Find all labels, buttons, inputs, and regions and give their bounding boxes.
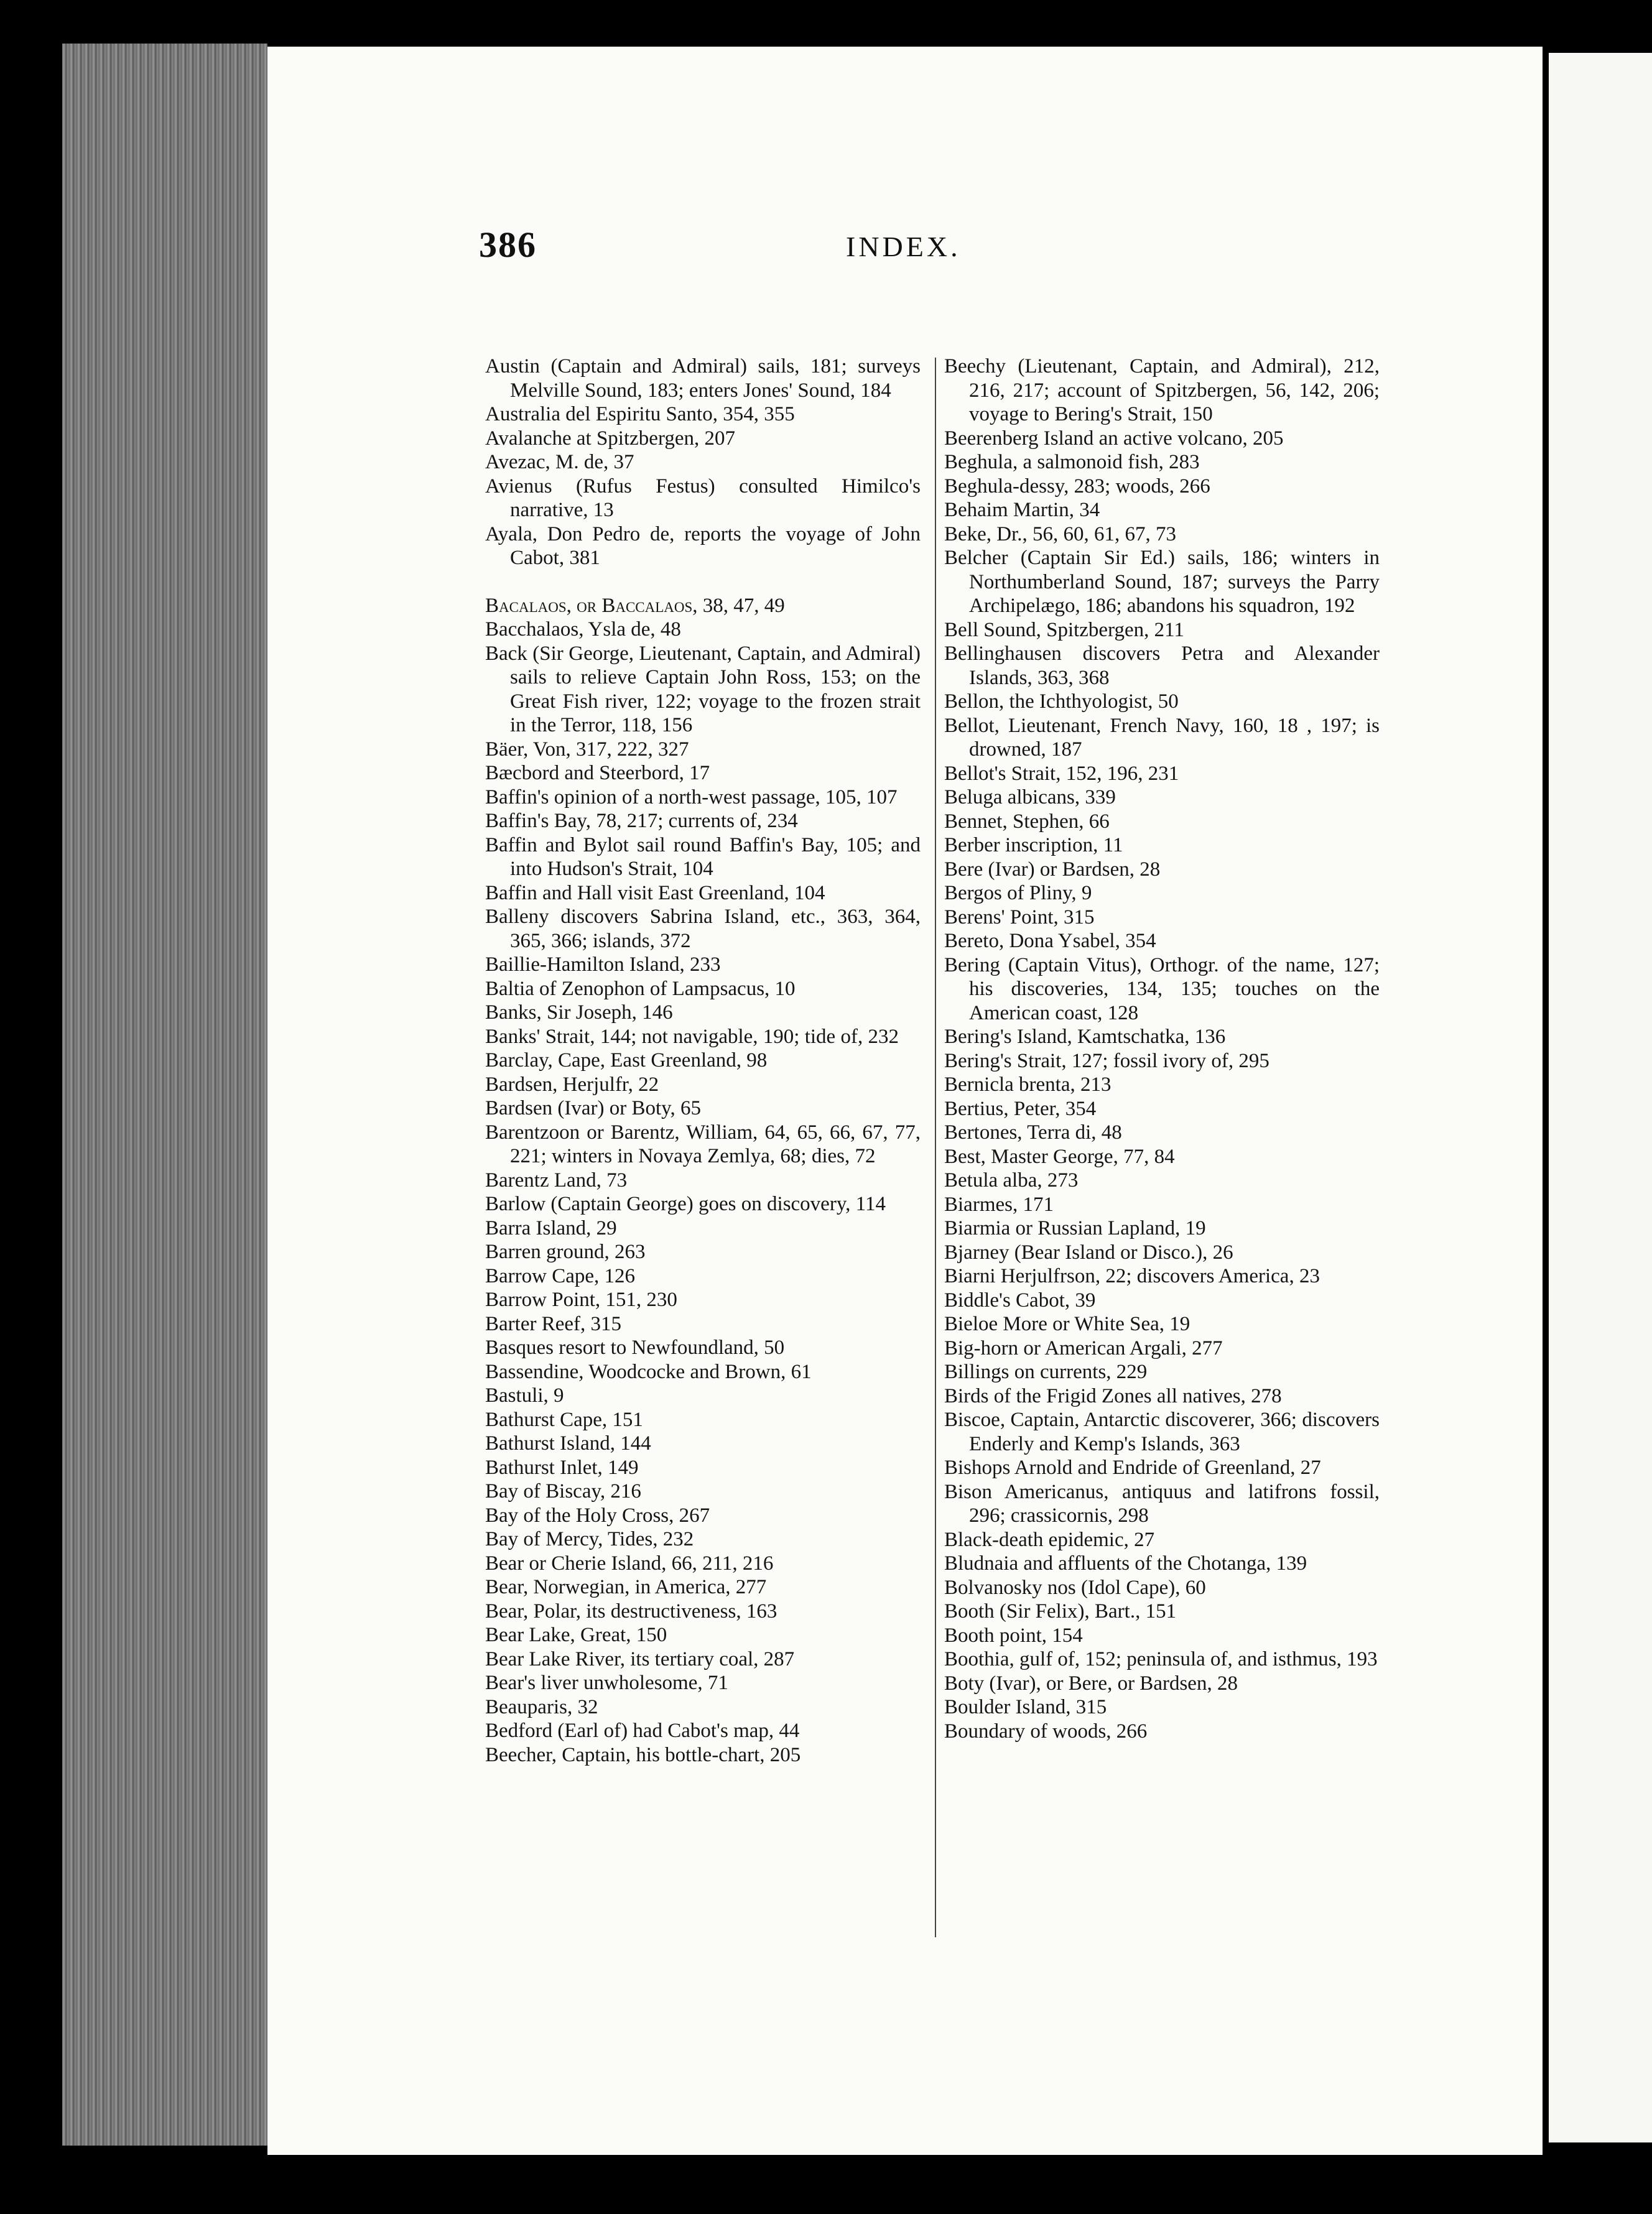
index-entry: Bathurst Inlet, 149 [485,1456,639,1479]
index-entry: Bæcbord and Steerbord, 17 [485,762,710,784]
index-entry: Biarmia or Russian Lapland, 19 [944,1217,1206,1239]
index-entry: Bay of Biscay, 216 [485,1480,641,1503]
index-entry: Bardsen (Ivar) or Boty, 65 [485,1097,702,1119]
index-entry: Bennet, Stephen, 66 [944,810,1110,833]
index-entry: Barrow Point, 151, 230 [485,1289,677,1311]
index-entry: Barren ground, 263 [485,1241,646,1263]
index-entry: Bolvanosky nos (Idol Cape), 60 [944,1576,1206,1599]
book-page-edges [62,44,267,2146]
index-entry: Beghula-dessy, 283; woods, 266 [944,475,1210,498]
index-entry: Baffin's Bay, 78, 217; currents of, 234 [485,810,798,832]
index-entry: Baffin and Hall visit East Greenland, 104 [485,881,825,904]
index-entry: Beecher, Captain, his bottle-chart, 205 [485,1743,801,1766]
book-page [267,47,1543,2155]
index-entry: Avienus (Rufus Festus) consulted Himilco's narrative, 13 [485,475,921,521]
index-entry: Black-death epidemic, 27 [944,1528,1155,1551]
index-entry: Behaim Martin, 34 [944,499,1100,521]
index-entry: Bishops Arnold and Endride of Greenland, 27 [944,1457,1321,1479]
index-column-right [944,354,1380,1743]
index-entry: Bathurst Island, 144 [485,1432,651,1455]
index-column-left [485,354,921,1767]
column-divider [935,358,936,1937]
index-entry: Booth (Sir Felix), Bart., 151 [944,1600,1177,1623]
index-entry: Bäer, Von, 317, 222, 327 [485,738,689,761]
index-entry: Bertius, Peter, 354 [944,1097,1097,1120]
index-entry: Baillie-Hamilton Island, 233 [485,953,721,976]
index-entry: Beechy (Lieutenant, Captain, and Admiral), 212, 216, 217; account of Spitzbergen, 56, 142, 206; voyage to Bering's Strait, 150 [944,355,1380,425]
index-entry: Bay of Mercy, Tides, 232 [485,1528,694,1550]
index-entry: Bering (Captain Vitus), Orthogr. of the name, 127; his discoveries, 134, 135; touches on the American coast, 128 [944,953,1380,1024]
index-entry: Bering's Strait, 127; fossil ivory of, 295 [944,1049,1269,1072]
index-entry: Bjarney (Bear Island or Disco.), 26 [944,1241,1233,1264]
index-entry: Bacalaos, or Baccalaos, 38, 47, 49 [485,594,785,617]
index-entry: Bay of the Holy Cross, 267 [485,1504,710,1527]
index-entry: Austin (Captain and Admiral) sails, 181; surveys Melville Sound, 183; enters Jones' Sound, 184 [485,355,921,402]
index-entry: Bellinghausen discovers Petra and Alexander Islands, 363, 368 [944,642,1380,689]
index-entry: Bardsen, Herjulfr, 22 [485,1073,659,1096]
index-entry: Bear Lake River, its tertiary coal, 287 [485,1647,795,1670]
index-entry: Bell Sound, Spitzbergen, 211 [944,618,1184,641]
index-entry: Biarmes, 171 [944,1193,1054,1216]
facing-page-edge [1549,53,1652,2142]
running-head: INDEX. [846,231,961,262]
index-entry: Ayala, Don Pedro de, reports the voyage of John Cabot, 381 [485,522,921,569]
index-entry: Boulder Island, 315 [944,1696,1107,1718]
index-entry: Beluga albicans, 339 [944,786,1116,808]
index-entry: Beerenberg Island an active volcano, 205 [944,427,1284,450]
index-entry: Best, Master George, 77, 84 [944,1145,1175,1168]
index-entry: Bear, Polar, its destructiveness, 163 [485,1600,777,1623]
index-entry: Barter Reef, 315 [485,1312,621,1335]
index-entry: Barrow Cape, 126 [485,1264,636,1287]
index-entry: Bear or Cherie Island, 66, 211, 216 [485,1552,774,1575]
index-entry: Bertones, Terra di, 48 [944,1121,1122,1144]
index-entry: Bear Lake, Great, 150 [485,1624,667,1646]
index-entry: Billings on currents, 229 [944,1361,1148,1383]
index-entry: Booth point, 154 [944,1624,1083,1647]
index-entry: Banks, Sir Joseph, 146 [485,1001,673,1024]
index-entry: Barentzoon or Barentz, William, 64, 65, 66, 67, 77, 221; winters in Novaya Zemlya, 68; dies, 72 [485,1121,921,1167]
index-entry: Bison Americanus, antiquus and latifrons fossil, 296; crassicornis, 298 [944,1480,1380,1527]
index-entry: Barlow (Captain George) goes on discovery, 114 [485,1193,886,1215]
index-entry: Bereto, Dona Ysabel, 354 [944,930,1156,952]
index-entry: Biscoe, Captain, Antarctic discoverer, 366; discovers Enderly and Kemp's Islands, 363 [944,1409,1380,1455]
index-entry: Bacchalaos, Ysla de, 48 [485,618,681,641]
index-entry: Birds of the Frigid Zones all natives, 278 [944,1384,1282,1407]
index-entry: Barentz Land, 73 [485,1169,628,1192]
index-entry: Back (Sir George, Lieutenant, Captain, and Admiral) sails to relieve Captain John Ross, 153; on the Great Fish river, 122; voyage to the frozen strait in the Terror, 118, 156 [485,642,921,736]
index-entry: Beke, Dr., 56, 60, 61, 67, 73 [944,522,1177,545]
index-entry: Bellot's Strait, 152, 196, 231 [944,762,1179,785]
index-entry: Bellon, the Ichthyologist, 50 [944,690,1179,713]
index-entry: Bergos of Pliny, 9 [944,882,1092,904]
index-entry: Big-horn or American Argali, 277 [944,1336,1223,1359]
index-entry: Boty (Ivar), or Bere, or Bardsen, 28 [944,1672,1238,1695]
index-entry: Banks' Strait, 144; not navigable, 190; tide of, 232 [485,1025,899,1048]
index-entry: Bastuli, 9 [485,1384,564,1407]
index-entry: Baffin and Bylot sail round Baffin's Bay, 105; and into Hudson's Strait, 104 [485,833,921,880]
index-entry: Bear, Norwegian, in America, 277 [485,1576,767,1598]
index-entry: Australia del Espiritu Santo, 354, 355 [485,403,795,425]
index-entry: Barra Island, 29 [485,1216,617,1239]
index-entry: Barclay, Cape, East Greenland, 98 [485,1049,768,1072]
index-entry: Bathurst Cape, 151 [485,1408,643,1431]
index-entry: Beghula, a salmonoid fish, 283 [944,451,1200,473]
index-entry: Berber inscription, 11 [944,834,1123,856]
index-entry: Bedford (Earl of) had Cabot's map, 44 [485,1720,800,1742]
index-entry: Boothia, gulf of, 152; peninsula of, and isthmus, 193 [944,1648,1378,1670]
index-entry: Biddle's Cabot, 39 [944,1289,1096,1312]
index-entry: Bellot, Lieutenant, French Navy, 160, 18 , 197; is drowned, 187 [944,714,1380,761]
index-entry: Beauparis, 32 [485,1695,598,1718]
index-entry: Biarni Herjulfrson, 22; discovers America, 23 [944,1265,1320,1287]
index-entry: Baltia of Zenophon of Lampsacus, 10 [485,977,796,1000]
index-entry: Baffin's opinion of a north-west passage, 105, 107 [485,785,898,808]
index-entry: Avalanche at Spitzbergen, 207 [485,427,735,450]
index-entry: Bludnaia and affluents of the Chotanga, 139 [944,1552,1307,1575]
index-entry: Avezac, M. de, 37 [485,451,634,473]
index-entry: Bear's liver unwholesome, 71 [485,1672,728,1694]
index-entry: Balleny discovers Sabrina Island, etc., 363, 364, 365, 366; islands, 372 [485,906,921,952]
index-entry: Belcher (Captain Sir Ed.) sails, 186; winters in Northumberland Sound, 187; surveys the Parry Archipelægo, 186; abandons his squadron, 192 [944,547,1380,617]
index-entry: Bieloe More or White Sea, 19 [944,1313,1190,1335]
index-entry: Betula alba, 273 [944,1169,1079,1192]
index-entry: Basques resort to Newfoundland, 50 [485,1336,785,1359]
index-entry: Bering's Island, Kamtschatka, 136 [944,1026,1226,1048]
index-entry: Boundary of woods, 266 [944,1720,1148,1743]
index-entry: Bernicla brenta, 213 [944,1073,1111,1096]
page-number: 386 [479,225,537,265]
index-entry: Berens' Point, 315 [944,906,1095,929]
index-entry: Bere (Ivar) or Bardsen, 28 [944,858,1161,881]
index-entry: Bassendine, Woodcocke and Brown, 61 [485,1360,812,1383]
